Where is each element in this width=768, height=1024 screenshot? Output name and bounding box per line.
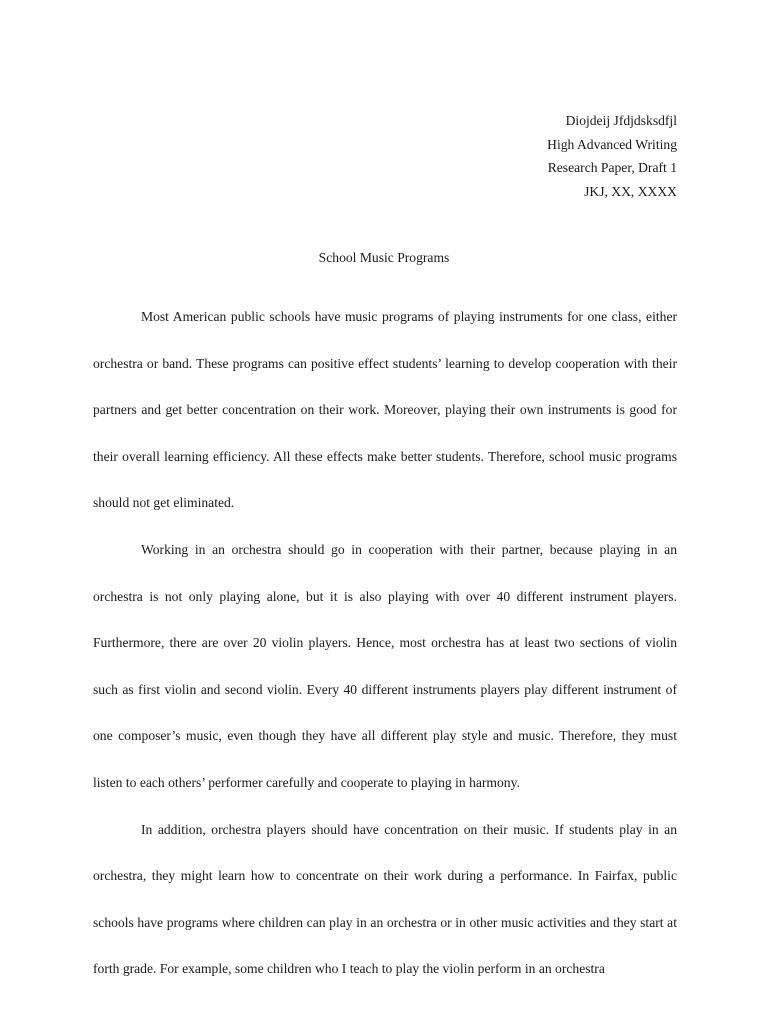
document-title: School Music Programs	[318, 250, 450, 265]
paragraph-concentration: In addition, orchestra players should have concentration on their music. If students play in an orchestra, they might learn how to concentrate on their work during a performance. In Fairfax, public schools have programs where children can play in an orchestra or in other music activities and they start at forth grade. For example, some children who I teach to play the violin perform in an orchestra	[93, 821, 677, 977]
course-name: High Advanced Writing	[547, 136, 677, 152]
paragraph-introduction: Most American public schools have music programs of playing instruments for one class, either orchestra or band. These programs can positive effect students’ learning to develop cooperation with their partners and get better concentration on their work. Moreover, playing their own instruments is good for their overall learning efficiency. All these effects make better students. Therefore, school music programs should not get eliminated.	[93, 309, 677, 511]
document-body	[93, 294, 677, 993]
author-name: Diojdeij Jfdjdsksdfjl	[565, 113, 677, 128]
assignment-name: Research Paper, Draft 1	[547, 160, 677, 175]
assignment-date: JKJ, XX, XXXX	[584, 183, 677, 199]
paragraph-cooperation: Working in an orchestra should go in cooperation with their partner, because playing in an orchestra is not only playing alone, but it is also playing with over 40 different instrument players. Furthermore, there are over 20 violin players. Hence, most orchestra has at least two sections of violin such as first violin and second violin. Every 40 different instruments players play different instrument of one composer’s music, even though they have all different play style and music. Therefore, they must listen to each others’ performer carefully and cooperate to playing in harmony.	[93, 541, 677, 790]
author-header-block	[547, 109, 677, 203]
